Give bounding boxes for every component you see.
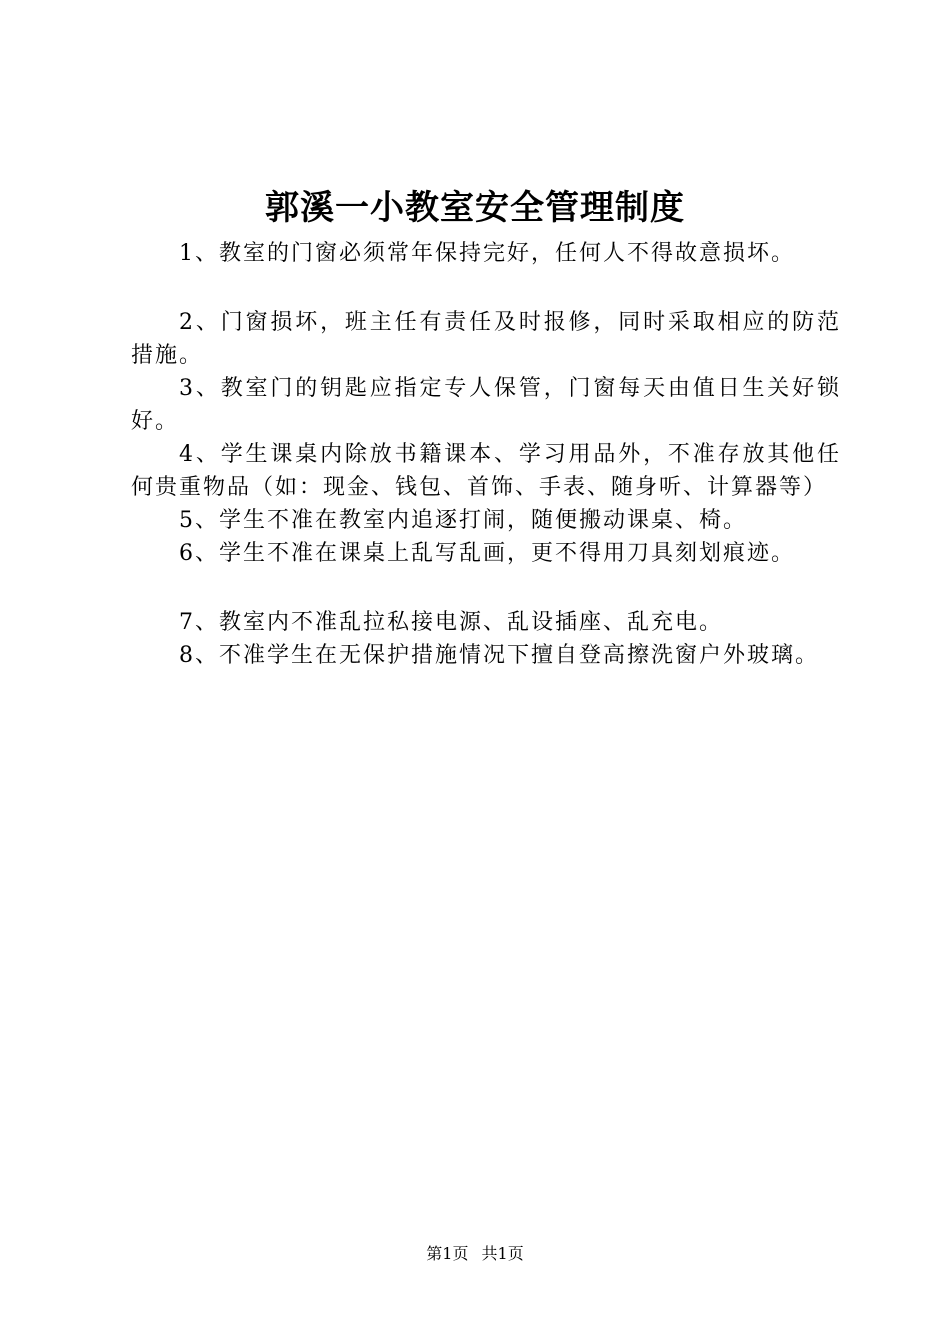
rule-item-1: 1、教室的门窗必须常年保持完好，任何人不得故意损坏。 [179,241,795,266]
rule-item-4: 4、学生课桌内除放书籍课本、学习用品外，不准存放其他任何贵重物品（如：现金、钱包、首饰、手表、随身听、计算器等） [131,442,841,500]
rule-item-6: 6、学生不准在课桌上乱写乱画，更不得用刀具刻划痕迹。 [179,541,795,566]
paragraph-gap [131,570,841,606]
rule-item-5: 5、学生不准在教室内追逐打闹，随便搬动课桌、椅。 [179,508,747,533]
page-total: 共1页 [481,1244,524,1263]
rule-item-7: 7、教室内不准乱拉私接电源、乱设插座、乱充电。 [179,610,723,635]
document-body [131,237,841,672]
rule-item-2: 2、门窗损坏，班主任有责任及时报修，同时采取相应的防范措施。 [131,310,841,368]
document-title: 郭溪一小教室安全管理制度 [265,188,685,228]
paragraph-gap [131,270,841,306]
rule-item-8: 8、不准学生在无保护措施情况下擅自登高擦洗窗户外玻璃。 [179,643,819,668]
page-footer [0,1244,950,1264]
rule-item-3: 3、教室门的钥匙应指定专人保管，门窗每天由值日生关好锁好。 [131,376,841,434]
page-number: 第1页 [426,1244,469,1263]
